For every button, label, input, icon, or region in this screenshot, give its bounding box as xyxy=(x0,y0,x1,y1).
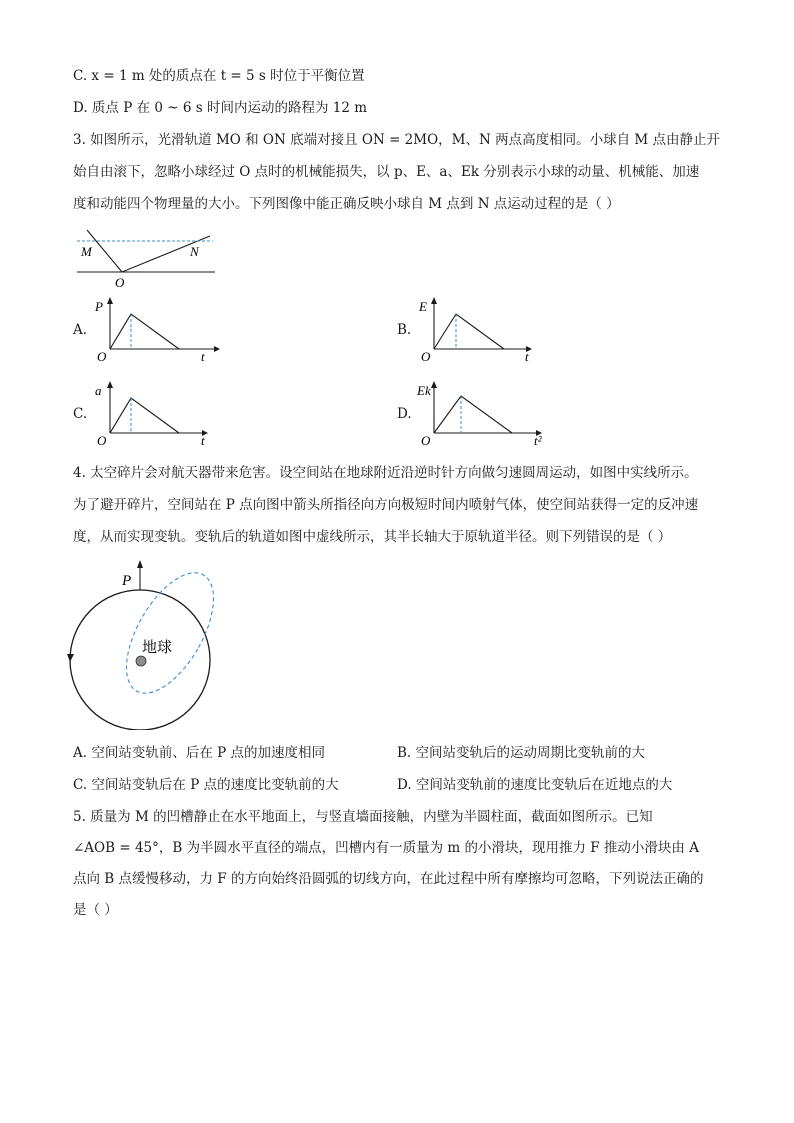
label-earth: 地球 xyxy=(142,640,173,656)
track-mo xyxy=(87,230,122,272)
q3-graph-d xyxy=(416,376,556,448)
q3-graph-b xyxy=(416,296,546,362)
graph-b-origin: O xyxy=(421,349,431,362)
q5-stem-line-4: 是（ ） xyxy=(73,902,118,918)
graph-c-x-label: t xyxy=(201,433,205,446)
q3-stem-line-2: 始自由滚下，忽略小球经过 O 点时的机械能损失，以 p、E、a、Ek 分别表示小球的动量、机械能、加速 xyxy=(73,164,700,180)
q4-option-a: A. 空间站变轨前、后在 P 点的加速度相同 xyxy=(73,745,325,761)
q3-option-b-letter: B. xyxy=(397,322,412,338)
graph-c-origin: O xyxy=(97,433,107,446)
graph-a-origin: O xyxy=(97,349,107,362)
graph-b-x-label: t xyxy=(525,349,529,362)
q3-stem-line-1: 3. 如图所示，光滑轨道 MO 和 ON 底端对接且 ON = 2MO，M、N 两点高度相同。小球自 M 点由静止开 xyxy=(73,132,720,148)
graph-c-curve xyxy=(110,398,179,433)
q3-track-figure xyxy=(75,225,225,291)
graph-d-origin: O xyxy=(421,433,431,448)
q4-stem-line-2: 为了避开碎片，空间站在 P 点向图中箭头所指径向方向极短时间内喷射气体，使空间站获得一定的反冲速 xyxy=(73,497,699,513)
q4-option-d: D. 空间站变轨前的速度比变轨后在近地点的大 xyxy=(397,777,673,793)
q2-option-c: C. x = 1 m 处的质点在 t = 5 s 时位于平衡位置 xyxy=(73,68,365,84)
q4-stem-line-3: 度，从而实现变轨。变轨后的轨道如图中虚线所示，其半长轴大于原轨道半径。则下列错误的是（ ） xyxy=(73,529,672,545)
q5-stem-line-1: 5. 质量为 M 的凹槽静止在水平地面上，与竖直墙面接触，内壁为半圆柱面，截面如图所示。已知 xyxy=(73,809,653,825)
q5-stem-line-2: ∠AOB = 45°，B 为半圆水平直径的端点，凹槽内有一质量为 m 的小滑块，现用推力 F 推动小滑块由 A xyxy=(73,840,699,856)
label-o: O xyxy=(115,275,125,290)
label-n: N xyxy=(190,244,199,259)
q3-graph-a xyxy=(92,296,222,362)
q4-stem-line-1: 4. 太空碎片会对航天器带来危害。设空间站在地球附近沿逆时针方向做匀速圆周运动，如图中实线所示。 xyxy=(73,465,698,481)
graph-d-curve xyxy=(434,396,512,433)
q3-stem-line-3: 度和动能四个物理量的大小。下列图像中能正确反映小球自 M 点到 N 点运动过程的是（ ） xyxy=(73,196,620,212)
q3-option-c-letter: C. xyxy=(73,406,88,422)
q4-orbit-figure xyxy=(60,558,235,730)
graph-b-y-label: E xyxy=(419,299,427,314)
direction-arrow xyxy=(67,654,74,662)
graph-b-curve xyxy=(434,314,504,349)
q3-graph-c xyxy=(92,380,222,446)
q3-option-a-letter: A. xyxy=(73,322,88,338)
graph-a-curve xyxy=(110,314,179,349)
q2-option-d: D. 质点 P 在 0 ~ 6 s 时间内运动的路程为 12 m xyxy=(73,100,368,116)
q4-option-c: C. 空间站变轨后在 P 点的速度比变轨前的大 xyxy=(73,777,339,793)
earth-dot xyxy=(136,656,146,666)
label-m: M xyxy=(81,244,92,259)
q4-option-b: B. 空间站变轨后的运动周期比变轨前的大 xyxy=(397,745,646,761)
label-p: P xyxy=(122,573,132,589)
graph-a-y-label: P xyxy=(95,299,103,314)
graph-d-x-label: t² xyxy=(534,433,542,448)
graph-a-x-label: t xyxy=(201,349,205,362)
graph-d-y-label: Ek xyxy=(417,383,431,398)
q5-stem-line-3: 点向 B 点缓慢移动，力 F 的方向始终沿圆弧的切线方向，在此过程中所有摩擦均可忽略，下列说法正确的 xyxy=(73,871,704,887)
graph-c-y-label: a xyxy=(95,383,102,398)
q3-option-d-letter: D. xyxy=(397,406,412,422)
